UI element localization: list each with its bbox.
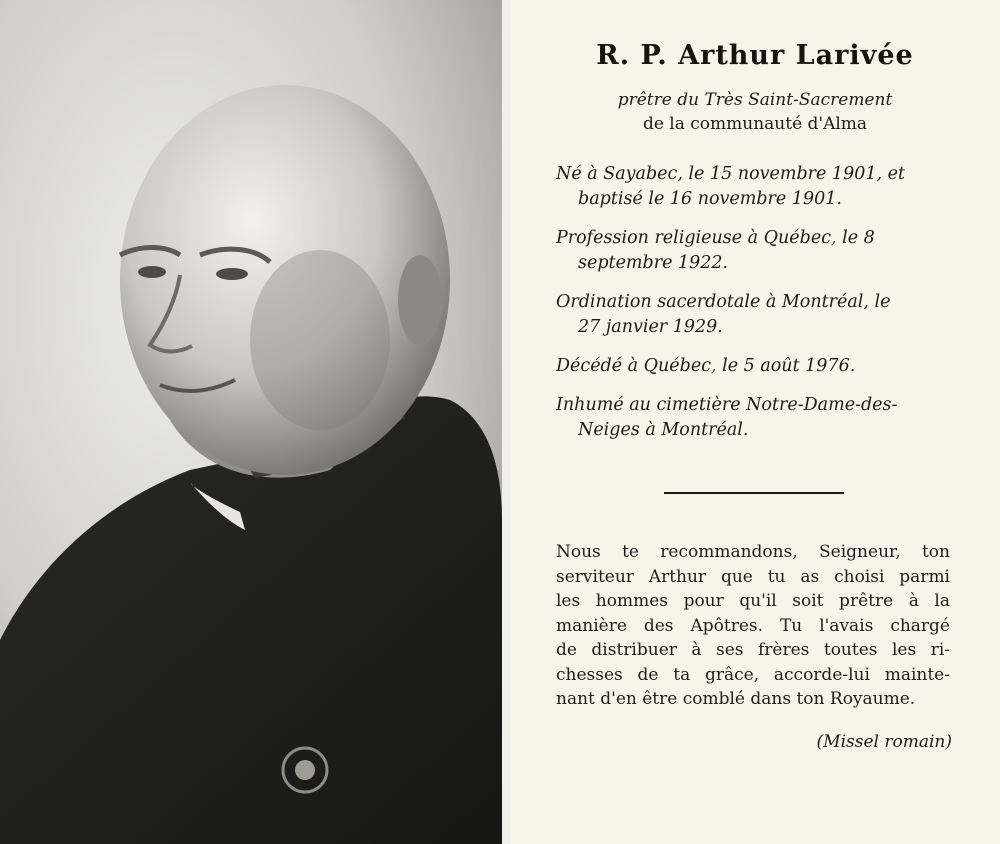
subtitle-order: prêtre du Très Saint-Sacrement [617,90,893,110]
prayer-line: chesses de ta grâce, accorde-lui mainte- [556,664,950,685]
event-death [556,354,950,379]
event-line: Profession religieuse à Québec, le 8 [556,228,875,248]
event-line: Décédé à Québec, le 5 août 1976. [556,356,856,376]
event-ordination [556,290,950,340]
event-burial [556,393,950,443]
prayer-source: (Missel romain) [816,732,952,752]
event-line: Neiges à Montréal. [578,420,749,440]
event-line: 27 janvier 1929. [578,317,723,337]
event-profession [556,226,950,276]
event-line: septembre 1922. [578,253,729,273]
memorial-card [510,0,1000,844]
divider [664,492,844,494]
event-birth [556,162,950,212]
card-gap [502,0,510,844]
prayer-text [556,540,950,712]
prayer-line: serviteur Arthur que tu as choisi parmi [556,566,950,587]
biography-events [556,162,950,457]
prayer-line: de distribuer à ses frères toutes les ri- [556,640,950,660]
page-title: R. P. Arthur Larivée [596,40,914,71]
prayer-line: nant d'en être comblé dans ton Royaume. [556,689,916,709]
event-line: Inhumé au cimetière Notre-Dame-des- [556,395,898,415]
prayer-line: les hommes pour qu'il soit prêtre à la [556,591,950,611]
event-line: baptisé le 16 novembre 1901. [578,189,842,209]
event-line: Né à Sayabec, le 15 novembre 1901, et [556,164,905,184]
event-line: Ordination sacerdotale à Montréal, le [556,292,891,312]
subtitle-community: de la communauté d'Alma [642,114,868,134]
prayer-line: manière des Apôtres. Tu l'avais chargé [556,615,950,636]
prayer-line: Nous te recommandons, Seigneur, ton [556,542,950,562]
